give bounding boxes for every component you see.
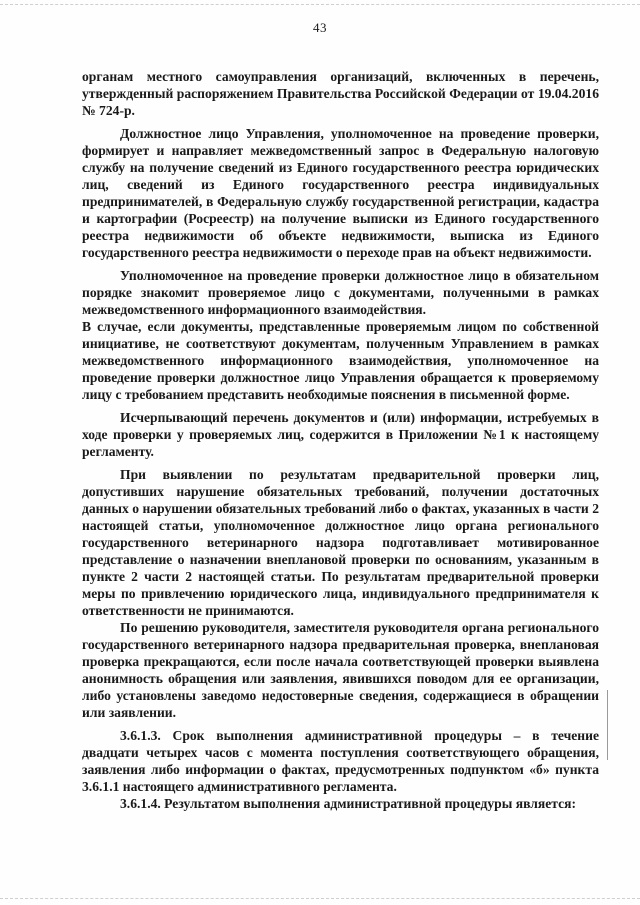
paragraph-termination: По решению руководителя, заместителя руководителя органа регионального государственного ветеринарного надзора предварительная проверка, внеплановая проверка прекращаются, если после начала соответствующей проверки выявлена анонимность обращения или заявления, явившихся поводом для ее организации, либо установлены заведомо недостоверные сведения, содержащиеся в обращении или заявлении. — [82, 620, 599, 720]
margin-mark — [607, 690, 608, 760]
document-body — [82, 68, 599, 812]
paragraph-3-6-1-3: 3.6.1.3. Срок выполнения административной процедуры – в течение двадцати четырех часов с момента поступления соответствующего обращения, заявления либо информации о фактах, предусмотренных подпунктом «б» пункта 3.6.1.1 настоящего административного регламента. — [82, 728, 599, 794]
paragraph-discrepancy: В случае, если документы, представленные проверяемым лицом по собственной инициативе, не соответствуют документам, полученным Управлением в рамках межведомственного информационного взаимодействия, уполномоченное на проведение проверки должностное лицо Управления обращается к проверяемому лицу с требованием представить необходимые пояснения в письменной форме. — [82, 319, 599, 402]
paragraph-violation-detection: При выявлении по результатам предварительной проверки лиц, допустивших нарушение обязательных требований, получении достаточных данных о нарушении обязательных требований либо о фактах, указанных в части 2 настоящей статьи, уполномоченное должностное лицо органа регионального государственного ветеринарного надзора подготавливает мотивированное представление о назначении внеплановой проверки по основаниям, указанным в пункте 2 части 2 настоящей статьи. По результатам предварительной проверки меры по привлечению юридического лица, индивидуального предпринимателя к ответственности не принимаются. — [82, 467, 599, 618]
paragraph-3-6-1-4: 3.6.1.4. Результатом выполнения административной процедуры является: — [120, 796, 577, 811]
paragraph-document-list: Исчерпывающий перечень документов и (или) информации, истребуемых в ходе проверки у проверяемых лиц, содержится в Приложении №1 к настоящему регламенту. — [82, 410, 599, 459]
paragraph-interagency-request: Должностное лицо Управления, уполномоченное на проведение проверки, формирует и направляет межведомственный запрос в Федеральную налоговую службу на получение сведений из Единого государственного реестра юридических лиц, сведений из Единого государственного реестра индивидуальных предпринимателей, в Федеральную службу государственной регистрации, кадастра и картографии (Росреестр) на получение выписки из Единого государственного реестра недвижимости об объекте недвижимости, выписка из Единого государственного реестра недвижимости о переходе прав на объект недвижимости. — [82, 126, 599, 260]
page-number: 43 — [313, 20, 327, 35]
scan-edge-bottom — [0, 898, 640, 899]
scan-edge-top — [0, 4, 640, 5]
paragraph-continuation: органам местного самоуправления организаций, включенных в перечень, утвержденный распоряжением Правительства Российской Федерации от 19.04.2016 № 724-р. — [82, 69, 599, 118]
paragraph-acquaint-documents: Уполномоченное на проведение проверки должностное лицо в обязательном порядке знакомит проверяемое лицо с документами, полученными в рамках межведомственного информационного взаимодействия. — [82, 268, 599, 317]
